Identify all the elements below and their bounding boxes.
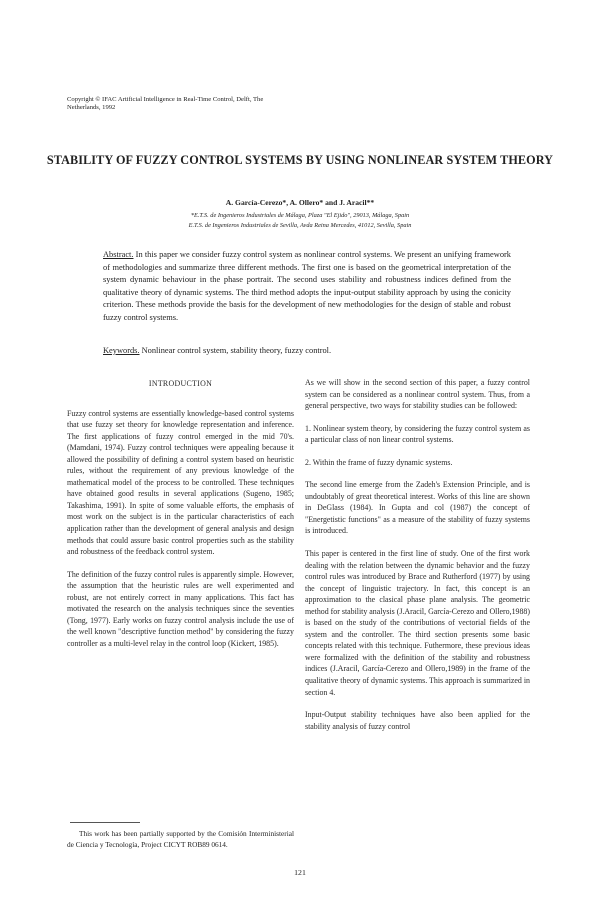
abstract-label: Abstract.	[103, 250, 134, 259]
author-list: A. García-Cerezo*, A. Ollero* and J. Aracil**	[225, 198, 375, 207]
affiliations	[0, 211, 600, 231]
keywords	[103, 345, 511, 357]
page-number: 121	[294, 868, 306, 877]
paragraph: Fuzzy control systems are essentially knowledge-based control systems that use fuzzy set theory for knowledge representation and inference. The first applications of fuzzy control emerged in the mid 70's. (Mamdani, 1974). Fuzzy control techniques were appealing because it allowed the possibility of defining a control system based on heuristic rules, without the requirement of any previous knowledge of the mathematical model of the process to be controlled. These techniques have obtained good results in several applications (Sugeno, 1985; Takashima, 1991). In spite of some valuable efforts, the emphasis of most work on the subject is in the particular characteristics of each application rather than the development of general analysis and design methods that could assure basic control properties such as the stability and robustness of the feedback control system.	[67, 408, 294, 557]
paragraph: As we will show in the second section of this paper, a fuzzy control system can be considered as a nonlinear control system. Thus, from a general perspective, two ways for stability studies can be followed:	[305, 378, 530, 411]
copyright-notice: Copyright © IFAC Artificial Intelligence in Real-Time Control, Delft, The Netherlands, 1992	[67, 96, 264, 111]
paragraph: The second line emerge from the Zadeh's Extension Principle, and is undoubtably of great theoretical interest. Works of this line are shown in DeGlass (1984). In Gupta and col (1987) the concept of "Energetistic functions" as a measure of the stability of fuzzy systems is introduced.	[305, 480, 530, 536]
paragraph: The definition of the fuzzy control rules is apparently simple. However, the assumption that the heuristic rules are well experimented and robust, are not entirely correct in many applications. This fact has motivated the research on the analysis techniques since the seventies (Tong, 1977). Early works on fuzzy control analysis include the use of the well known "descriptive function method" by considering the fuzzy controller as a multi-level relay in the control loop (Kickert, 1985).	[67, 569, 294, 648]
keywords-text: Nonlinear control system, stability theory, fuzzy control.	[141, 346, 332, 355]
paragraph: This paper is centered in the first line of study. One of the first work dealing with the relation between the dynamic behavior and the fuzzy control rules was introduced by Brace and Rutherford (1977) by using the concept of linguistic trajectory. In fact, this concept is an approximation to the clasical phase plane analysis. The geometric method for stability analysis (J.Aracil, García-Cerezo and Ollero,1988) is based on the study of the contributions of vectorial fields of the system and the controller. The third section presents some basic concepts related with this technique. Futhermore, these previous ideas were formalized with the definition of the stability and robustness indices (J.Aracil, García-Cerezo and Ollero,1989) in the frame of the qualitative theory of dynamic systems. This approach is summarized in section 4.	[305, 549, 530, 697]
footnote-rule	[70, 822, 140, 823]
list-item: 1. Nonlinear system theory, by considering the fuzzy control system as a particular class of non linear control systems.	[305, 423, 530, 445]
paragraph: Input-Output stability techniques have also been applied for the stability analysis of fuzzy control	[305, 710, 530, 731]
paper-title: STABILITY OF FUZZY CONTROL SYSTEMS BY USING NONLINEAR SYSTEM THEORY	[46, 153, 554, 167]
abstract-text: In this paper we consider fuzzy control system as nonlinear control systems. We present an unifying framework of methodologies and summarize three different methods. The first one is based on the geometrical interpretation of the system dynamic behaviour in the phase portrait. The second uses stability and robustness indices defined from the qualitative theory of dynamic systems. The third method adopts the input-output stability approach by using the conicity criterion. These methods provide the basis for the development of new methodologies for the design of stable and robust fuzzy control systems.	[103, 250, 511, 322]
affiliation-sevilla: E.T.S. de Ingenieros Industriales de Sevilla, Avda Reina Mercedes, 41012, Sevilla, Spain	[188, 222, 412, 229]
section-heading: INTRODUCTION	[148, 379, 213, 388]
footnote: This work has been partially supported by the Comisión Interministerial de Ciencia y Tecnología, Project CICYT ROB89 0614.	[67, 829, 294, 849]
left-column	[67, 378, 294, 660]
right-column	[305, 377, 530, 743]
keywords-label: Keywords.	[103, 346, 140, 355]
affiliation-malaga: *E.T.S. de Ingenieros Industriales de Málaga, Plaza "El Ejido", 29013, Málaga, Spain	[190, 212, 410, 219]
abstract	[103, 249, 511, 325]
list-item: 2. Within the frame of fuzzy dynamic systems.	[305, 457, 453, 467]
